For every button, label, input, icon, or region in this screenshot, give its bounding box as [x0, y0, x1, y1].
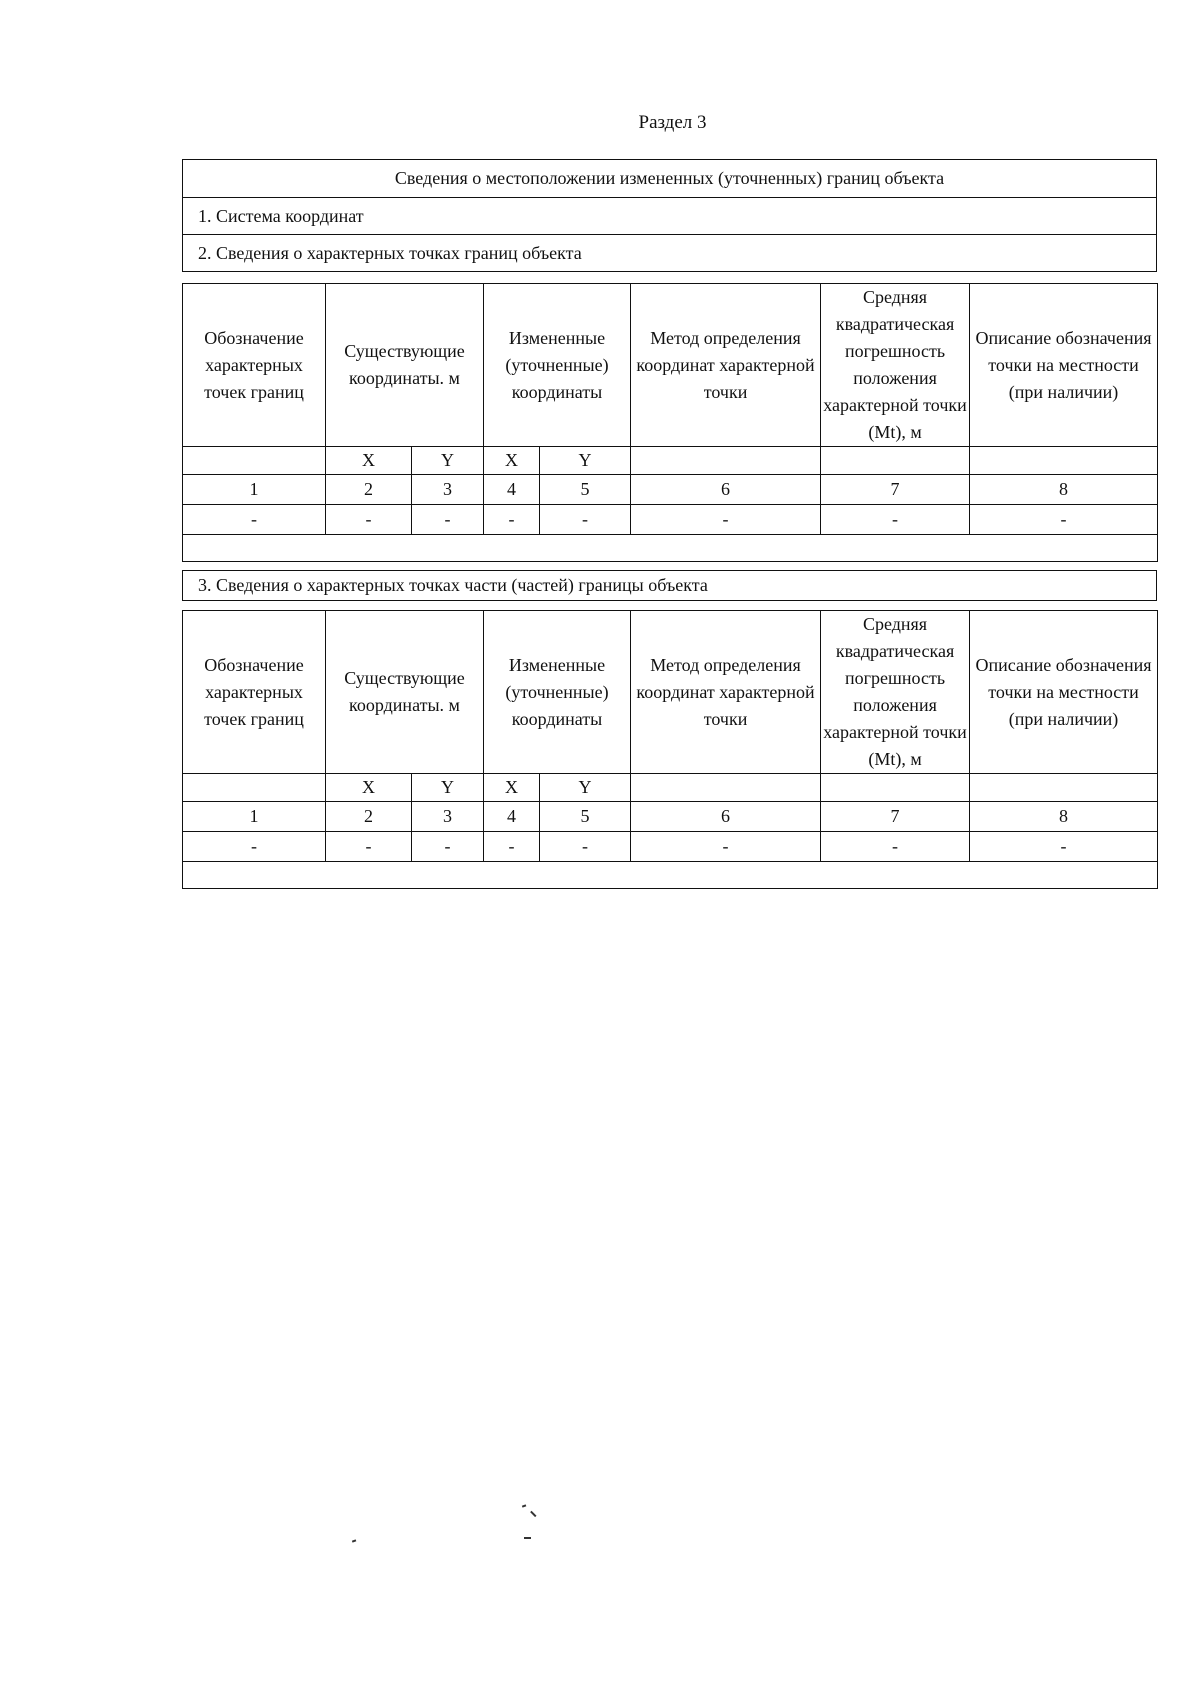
axis-row — [183, 774, 1158, 802]
dash-cell: - — [970, 832, 1158, 862]
points-title-row: 2. Сведения о характерных точках границ объекта — [183, 234, 1156, 271]
number-cell: 7 — [821, 475, 970, 505]
dash-cell: - — [631, 832, 821, 862]
dash-cell: - — [540, 832, 631, 862]
number-cell: 6 — [631, 475, 821, 505]
number-cell: 6 — [631, 802, 821, 832]
section-title: Раздел 3 — [638, 112, 707, 133]
points-table — [182, 283, 1158, 562]
axis-y-existing: Y — [412, 447, 484, 475]
col-method: Метод определения координат характерной точки — [631, 284, 821, 447]
col-existing: Существующие координаты. м — [326, 611, 484, 774]
number-cell: 8 — [970, 475, 1158, 505]
col-error: Средняя квадратическая погрешность положения характерной точки (Mt), м — [821, 611, 970, 774]
axis-y-existing: Y — [412, 774, 484, 802]
empty-cell — [183, 535, 1158, 562]
dash-cell: - — [326, 505, 412, 535]
empty-row — [183, 535, 1158, 562]
col-description: Описание обозначения точки на местности (при наличии) — [970, 611, 1158, 774]
document-title: Сведения о местоположении измененных (уточненных) границ объекта — [394, 168, 945, 188]
scan-mark — [522, 1504, 526, 1507]
col-designation: Обозначение характерных точек границ — [183, 611, 326, 774]
col-designation: Обозначение характерных точек границ — [183, 284, 326, 447]
dash-cell: - — [326, 832, 412, 862]
number-cell: 3 — [412, 802, 484, 832]
axis-blank — [970, 774, 1158, 802]
col-method: Метод определения координат характерной точки — [631, 611, 821, 774]
empty-row — [183, 862, 1158, 889]
col-description: Описание обозначения точки на местности (при наличии) — [970, 284, 1158, 447]
number-cell: 4 — [484, 475, 540, 505]
part-title-box: 3. Сведения о характерных точках части (частей) границы объекта — [182, 570, 1157, 601]
scan-mark — [352, 1539, 356, 1542]
number-row — [183, 475, 1158, 505]
axis-blank — [821, 447, 970, 475]
number-cell: 5 — [540, 802, 631, 832]
dash-cell: - — [970, 505, 1158, 535]
axis-x-changed: X — [484, 774, 540, 802]
dash-cell: - — [821, 832, 970, 862]
dash-cell: - — [821, 505, 970, 535]
number-cell: 2 — [326, 802, 412, 832]
dash-cell: - — [484, 505, 540, 535]
col-existing: Существующие координаты. м — [326, 284, 484, 447]
axis-blank — [631, 447, 821, 475]
number-cell: 1 — [183, 475, 326, 505]
axis-blank — [970, 447, 1158, 475]
dash-cell: - — [631, 505, 821, 535]
col-changed: Измененные (уточненные) координаты — [484, 284, 631, 447]
number-row — [183, 802, 1158, 832]
part-points-table — [182, 610, 1158, 889]
table-row — [183, 832, 1158, 862]
axis-y-changed: Y — [540, 774, 631, 802]
dash-cell: - — [412, 832, 484, 862]
dash-cell: - — [540, 505, 631, 535]
number-cell: 5 — [540, 475, 631, 505]
number-cell: 3 — [412, 475, 484, 505]
col-error: Средняя квадратическая погрешность положения характерной точки (Mt), м — [821, 284, 970, 447]
table-row — [183, 505, 1158, 535]
table-header-row — [183, 611, 1158, 774]
axis-y-changed: Y — [540, 447, 631, 475]
axis-x-existing: X — [326, 774, 412, 802]
number-cell: 2 — [326, 475, 412, 505]
number-cell: 7 — [821, 802, 970, 832]
axis-row — [183, 447, 1158, 475]
number-cell: 1 — [183, 802, 326, 832]
dash-cell: - — [183, 832, 326, 862]
col-changed: Измененные (уточненные) координаты — [484, 611, 631, 774]
axis-x-existing: X — [326, 447, 412, 475]
axis-blank — [183, 774, 326, 802]
dash-cell: - — [412, 505, 484, 535]
coord-system-row: 1. Система координат — [183, 197, 1156, 234]
header-box — [182, 159, 1157, 272]
axis-blank — [631, 774, 821, 802]
scan-mark — [530, 1511, 536, 1517]
dash-cell: - — [484, 832, 540, 862]
number-cell: 8 — [970, 802, 1158, 832]
scan-mark — [524, 1537, 531, 1539]
number-cell: 4 — [484, 802, 540, 832]
axis-blank — [183, 447, 326, 475]
axis-x-changed: X — [484, 447, 540, 475]
dash-cell: - — [183, 505, 326, 535]
table-header-row — [183, 284, 1158, 447]
axis-blank — [821, 774, 970, 802]
empty-cell — [183, 862, 1158, 889]
